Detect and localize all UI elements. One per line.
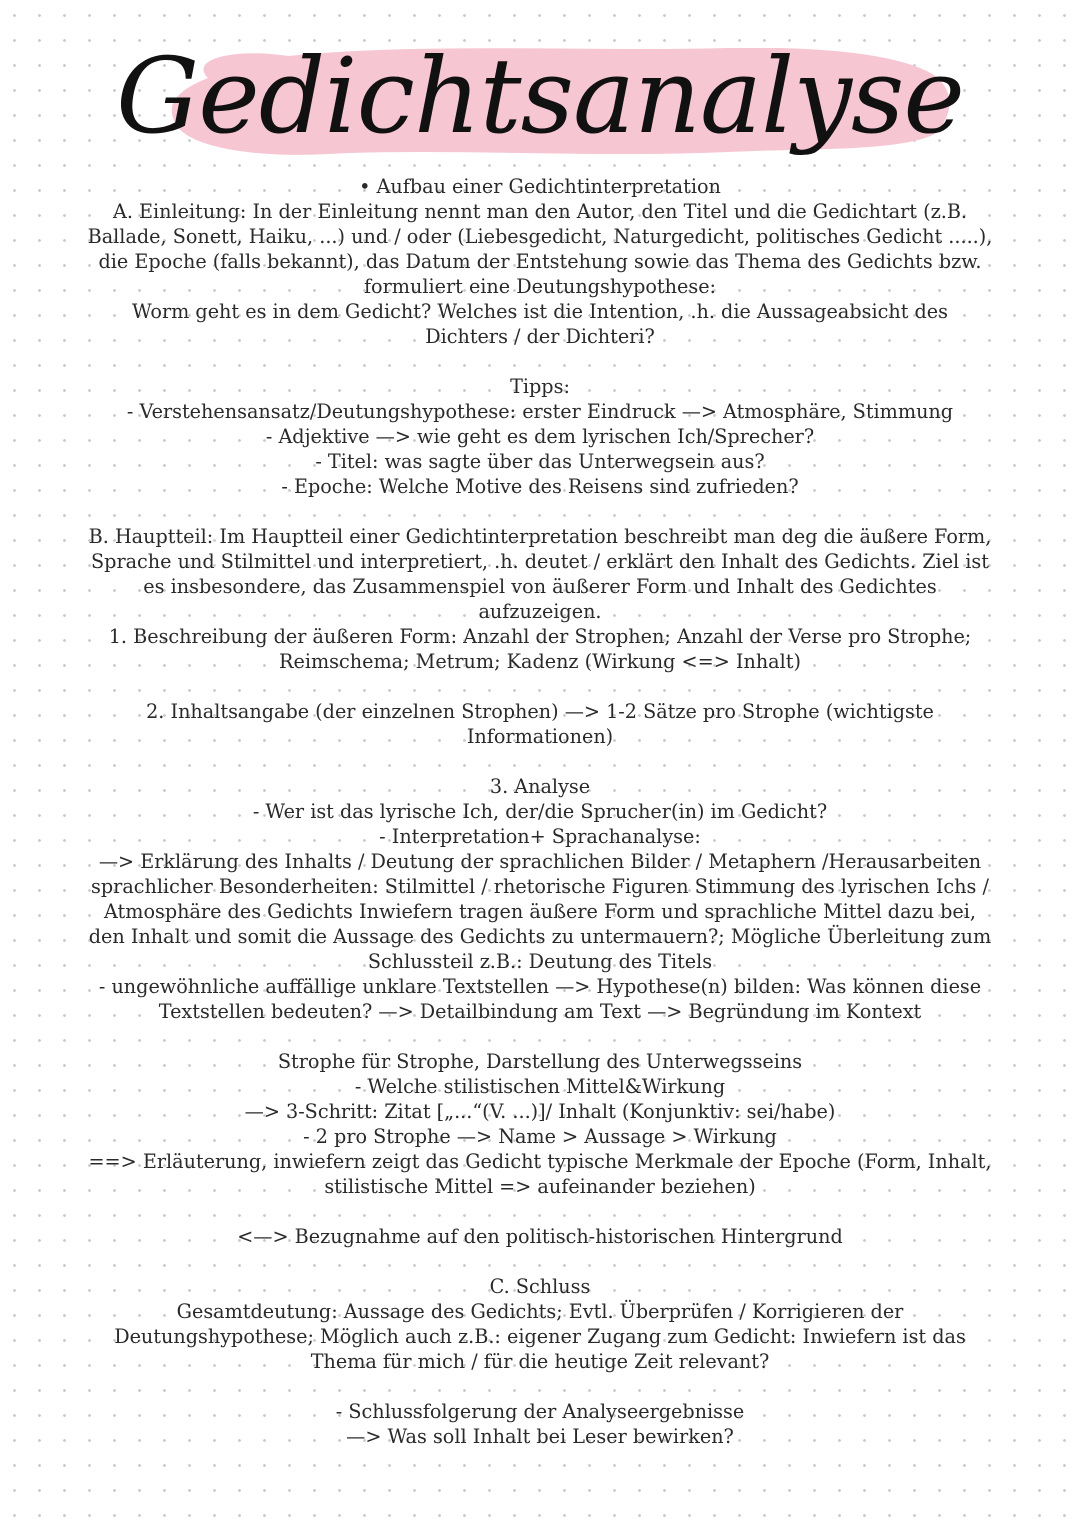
spacer [40,349,1040,374]
text-line: 2. Inhaltsangabe (der einzelnen Strophen) —> 1-2 Sätze pro Strophe (wichtigste [146,700,934,723]
section-a-heading: • Aufbau einer Gedichtinterpretation [359,175,721,198]
text-line: - ungewöhnliche auffällige unklare Textstellen —> Hypothese(n) bilden: Was können diese [98,975,982,998]
text-line: sprachlicher Besonderheiten: Stilmittel / rhetorische Figuren Stimmung des lyrischen Ichs / [91,875,989,898]
text-line: Gesamtdeutung: Aussage des Gedichts; Evtl. Überprüfen / Korrigieren der [176,1300,904,1323]
text-line: formuliert eine Deutungshypothese: [363,275,717,298]
spacer [40,749,1040,774]
spacer [40,1199,1040,1224]
text-line: 1. Beschreibung der äußeren Form: Anzahl der Strophen; Anzahl der Verse pro Strophe; [108,625,972,648]
spacer [40,499,1040,524]
text-line: die Epoche (falls bekannt), das Datum der Entstehung sowie das Thema des Gedichts bzw. [98,250,982,273]
text-line: ==> Erläuterung, inwiefern zeigt das Gedicht typische Merkmale der Epoche (Form, Inhalt, [88,1150,992,1173]
text-line: Deutungshypothese; Möglich auch z.B.: eigener Zugang zum Gedicht: Inwiefern ist das [114,1325,966,1348]
notes-body [40,174,1040,1449]
section-c-heading: C. Schluss [489,1275,591,1298]
text-line: Sprache und Stilmittel und interpretiert, .h. deutet / erklärt den Inhalt des Gedichts. Ziel ist [91,550,989,573]
spacer [40,1374,1040,1399]
text-line: - Schlussfolgerung der Analyseergebnisse [335,1400,745,1423]
spacer [40,674,1040,699]
text-line: <—> Bezugnahme auf den politisch-historischen Hintergrund [237,1225,843,1248]
text-line: Dichters / der Dichteri? [425,325,655,348]
text-line: - Verstehensansatz/Deutungshypothese: erster Eindruck —> Atmosphäre, Stimmung [126,400,954,423]
text-line: Reimschema; Metrum; Kadenz (Wirkung <=> Inhalt) [279,650,801,673]
text-line: den Inhalt und somit die Aussage des Gedichts zu untermauern?; Mögliche Überleitung zum [88,925,992,948]
text-line: —> 3-Schritt: Zitat [„...“(V. ...)]/ Inhalt (Konjunktiv: sei/habe) [244,1100,836,1123]
text-line: aufzuzeigen. [478,600,602,623]
text-line: —> Was soll Inhalt bei Leser bewirken? [346,1425,734,1448]
section-b-text: B. Hauptteil: Im Hauptteil einer Gedichtinterpretation beschreibt man deg die äußere Form, [88,525,992,548]
text-line: A. Einleitung: In der Einleitung nennt man den Autor, den Titel und die Gedichtart (z.B. [112,200,968,223]
tips-heading: Tipps: [510,375,570,398]
text-line: - Welche stilistischen Mittel&Wirkung [354,1075,726,1098]
title-area [0,14,1080,190]
text-line: Schlussteil z.B.: Deutung des Titels [367,950,713,973]
text-line: stilistische Mittel => aufeinander beziehen) [324,1175,756,1198]
text-line: Strophe für Strophe, Darstellung des Unterwegsseins [277,1050,803,1073]
spacer [40,1249,1040,1274]
spacer [40,1024,1040,1049]
text-line: Ballade, Sonett, Haiku, ...) und / oder (Liebesgedicht, Naturgedicht, politisches Gedicht .....), [87,225,993,248]
text-line: - 2 pro Strophe —> Name > Aussage > Wirkung [303,1125,777,1148]
text-line: —> Erklärung des Inhalts / Deutung der sprachlichen Bilder / Metaphern /Herausarbeiten [98,850,982,873]
text-line: Textstellen bedeuten? —> Detailbindung am Text —> Begründung im Kontext [158,1000,922,1023]
text-line: - Interpretation+ Sprachanalyse: [379,825,701,848]
text-line: Worm geht es in dem Gedicht? Welches ist die Intention, .h. die Aussageabsicht des [131,300,949,323]
text-line: es insbesondere, das Zusammenspiel von äußerer Form und Inhalt des Gedichtes [143,575,937,598]
text-line: - Adjektive —> wie geht es dem lyrischen Ich/Sprecher? [265,425,815,448]
page-title: Gedichtsanalyse [116,35,964,157]
text-line: - Wer ist das lyrische Ich, der/die Sprucher(in) im Gedicht? [252,800,828,823]
text-line: - Epoche: Welche Motive des Reisens sind zufrieden? [281,475,799,498]
text-line: Informationen) [466,725,614,748]
analysis-heading: 3. Analyse [489,775,591,798]
text-line: - Titel: was sagte über das Unterwegsein aus? [315,450,765,473]
text-line: Atmosphäre des Gedichts Inwiefern tragen äußere Form und sprachliche Mittel dazu bei, [104,900,976,923]
text-line: Thema für mich / für die heutige Zeit relevant? [310,1350,770,1373]
